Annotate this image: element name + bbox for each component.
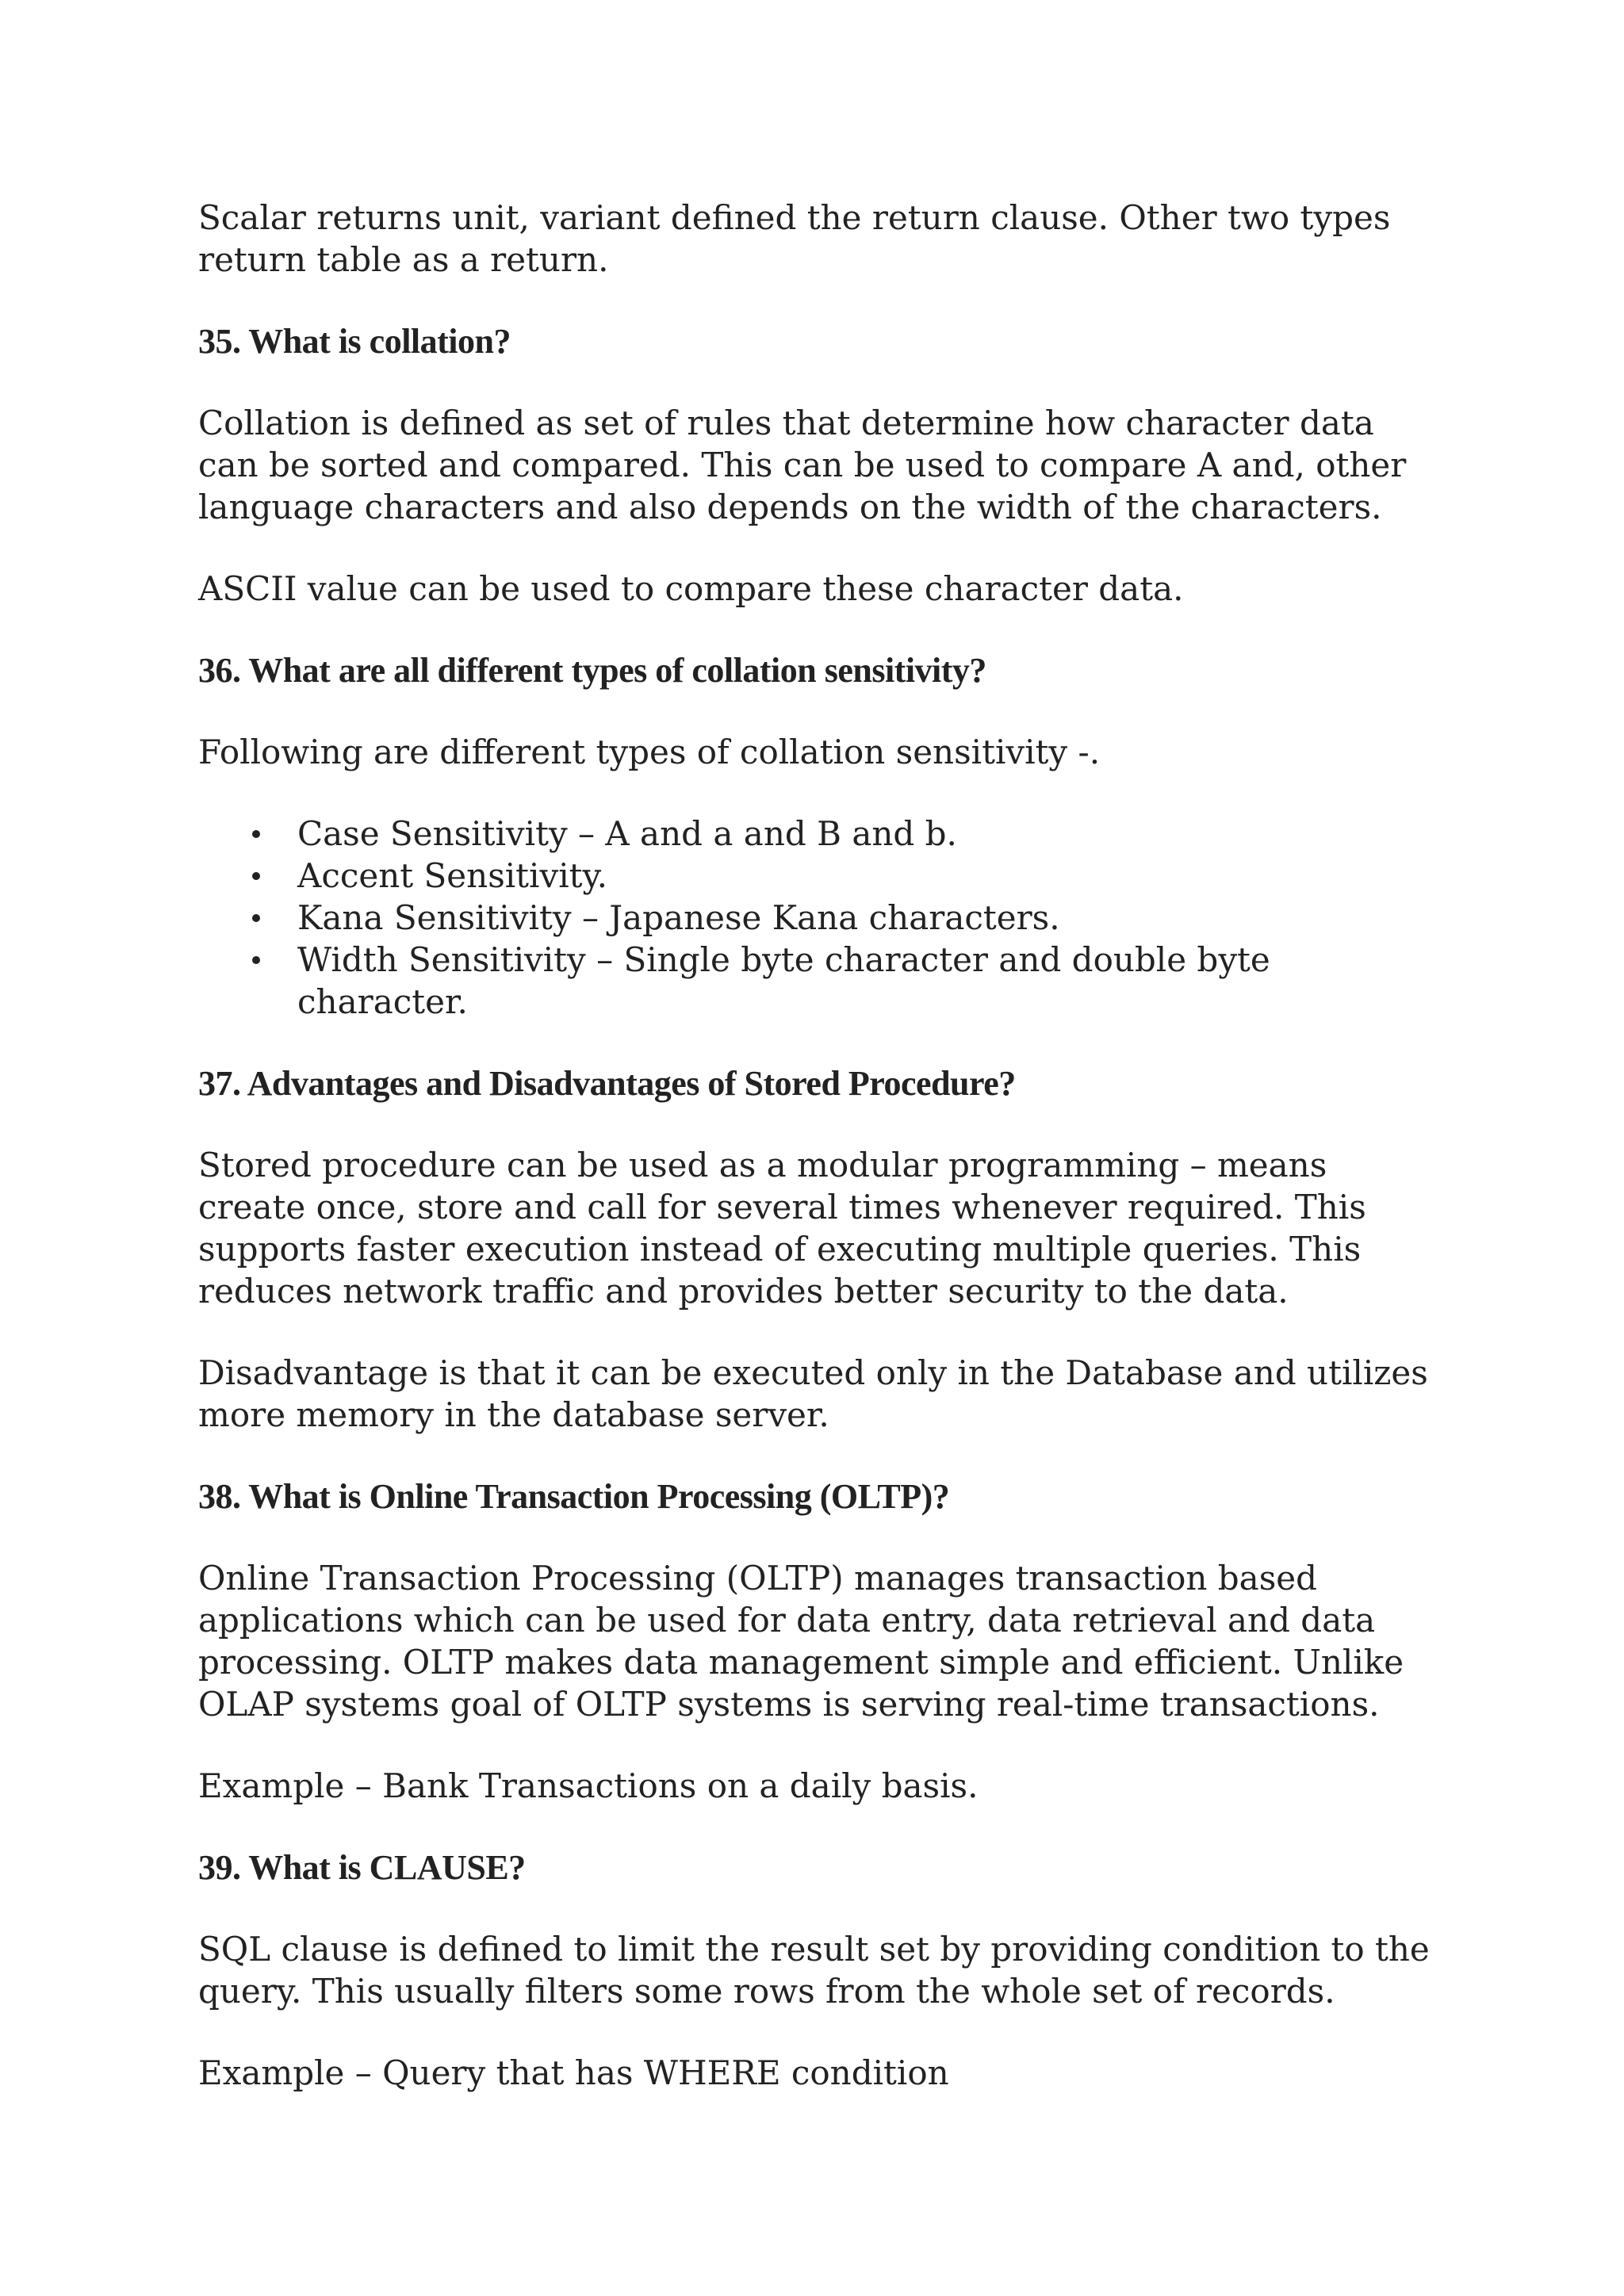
document-page [198, 197, 1443, 2094]
heading-36-collation-sensitivity: 36. What are all different types of collation sensitivity? [198, 651, 986, 690]
list-item [198, 897, 1443, 939]
paragraph-clause-definition: SQL clause is defined to limit the result set by providing condition to the query. This usually filters some rows from the whole set of records. [198, 1930, 1430, 2011]
list-item [198, 939, 1443, 1023]
paragraph-collation-definition: Collation is defined as set of rules that determine how character data can be sorted and compared. This can be used to compare A and, other language characters and also depends on the width of the characters. [198, 404, 1407, 526]
paragraph-stored-procedure-advantages: Stored procedure can be used as a modular programming – means create once, store and call for several times whenever required. This supports faster execution instead of executing multiple queries. This reduces network traffic and provides better security to the data. [198, 1146, 1366, 1311]
paragraph-oltp-example: Example – Bank Transactions on a daily basis. [198, 1766, 979, 1805]
sensitivity-bullet-list [198, 813, 1443, 1023]
paragraph-stored-procedure-disadvantages: Disadvantage is that it can be executed only in the Database and utilizes more memory in the database server. [198, 1353, 1428, 1434]
paragraph-ascii-value: ASCII value can be used to compare these character data. [198, 569, 1184, 608]
heading-39-clause: 39. What is CLAUSE? [198, 1848, 526, 1887]
list-item-text: Accent Sensitivity. [297, 856, 608, 895]
paragraph-oltp-definition: Online Transaction Processing (OLTP) manages transaction based applications which can be used for data entry, data retrieval and data processing. OLTP makes data management simple and efficient. Unlike OLAP systems goal of OLTP systems is serving real-time transactions. [198, 1559, 1404, 1724]
bullet-icon [252, 956, 260, 964]
list-item-text: Case Sensitivity – A and a and B and b. [297, 814, 957, 853]
bullet-icon [252, 914, 260, 922]
paragraph-sensitivity-intro: Following are different types of collation sensitivity -. [198, 733, 1101, 771]
list-item-text: Kana Sensitivity – Japanese Kana characters. [297, 898, 1060, 937]
bullet-icon [252, 872, 260, 880]
list-item [198, 855, 1443, 897]
paragraph-clause-example: Example – Query that has WHERE condition [198, 2053, 949, 2092]
heading-37-stored-procedure: 37. Advantages and Disadvantages of Stored Procedure? [198, 1064, 1016, 1103]
list-item-text: Width Sensitivity – Single byte character and double byte character. [297, 940, 1270, 1021]
heading-38-oltp: 38. What is Online Transaction Processing (OLTP)? [198, 1477, 950, 1516]
paragraph-scalar-returns: Scalar returns unit, variant defined the return clause. Other two types return table as a return. [198, 198, 1391, 279]
bullet-icon [252, 830, 260, 838]
heading-35-collation: 35. What is collation? [198, 322, 511, 361]
list-item [198, 813, 1443, 855]
